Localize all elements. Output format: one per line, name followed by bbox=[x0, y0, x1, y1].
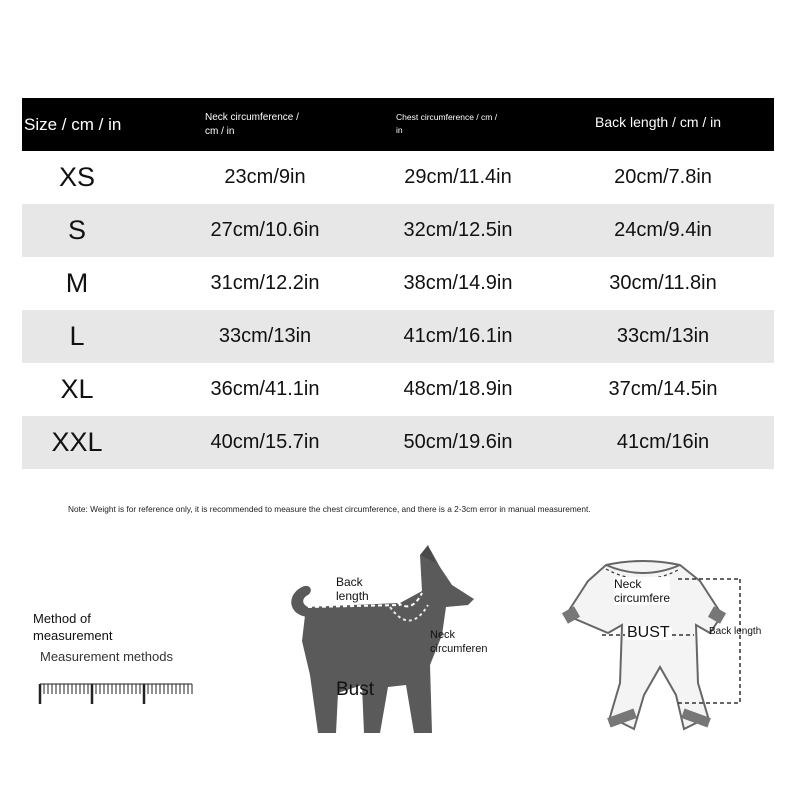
table-row bbox=[22, 204, 774, 257]
size-cell: S bbox=[67, 215, 86, 245]
dog-neck-label bbox=[430, 628, 487, 656]
header-size: Size / cm / in bbox=[24, 115, 122, 134]
header-chest-line2: in bbox=[396, 125, 403, 135]
neck-cell: 36cm/41.1in bbox=[210, 378, 320, 400]
dog-neck-line1: Neck bbox=[430, 629, 456, 641]
shirt-neck-label bbox=[614, 577, 670, 605]
neck-cell: 31cm/12.2in bbox=[210, 272, 320, 294]
back-cell: 20cm/7.8in bbox=[614, 166, 712, 188]
method-title bbox=[33, 610, 112, 644]
ruler-icon bbox=[36, 672, 196, 706]
method-title-line1: Method of bbox=[33, 611, 91, 626]
header-neck-line2: cm / in bbox=[205, 126, 235, 137]
header-chest-line1: Chest circumference / cm / bbox=[396, 112, 498, 122]
table-header bbox=[22, 98, 774, 151]
back-cell: 41cm/16in bbox=[616, 431, 710, 453]
shirt-neck-line1: Neck bbox=[614, 577, 642, 591]
neck-cell: 27cm/10.6in bbox=[210, 219, 320, 241]
size-cell: M bbox=[65, 268, 89, 298]
dog-back-length-label bbox=[336, 575, 369, 603]
neck-cell: 40cm/15.7in bbox=[210, 431, 320, 453]
chest-cell: 41cm/16.1in bbox=[403, 325, 513, 347]
chest-cell: 29cm/11.4in bbox=[404, 166, 512, 188]
back-cell: 30cm/11.8in bbox=[609, 272, 717, 294]
neck-cell: 33cm/13in bbox=[218, 325, 312, 347]
size-cell: L bbox=[69, 321, 85, 351]
size-cell: XS bbox=[58, 162, 96, 192]
dog-bust-label: Bust bbox=[336, 679, 375, 700]
header-neck-line1: Neck circumference / bbox=[205, 112, 299, 123]
shirt-bust-label: BUST bbox=[627, 624, 670, 641]
size-table bbox=[22, 98, 774, 469]
measurement-note: Note: Weight is for reference only, it is recommended to measure the chest circumference, and there is a 2-3cm error in manual measurement. bbox=[68, 504, 591, 514]
chest-cell: 48cm/18.9in bbox=[403, 378, 513, 400]
dog-back-line1: Back bbox=[336, 575, 363, 589]
header-neck bbox=[205, 111, 327, 139]
back-cell: 24cm/9.4in bbox=[614, 219, 712, 241]
back-cell: 37cm/14.5in bbox=[608, 378, 718, 400]
size-cell: XL bbox=[60, 374, 94, 404]
neck-cell: 23cm/9in bbox=[224, 166, 306, 188]
method-subtitle: Measurement methods bbox=[40, 649, 173, 664]
shirt-back-length-label: Back length bbox=[709, 626, 762, 637]
table-row bbox=[22, 310, 774, 363]
dog-back-line2: length bbox=[336, 589, 369, 603]
method-title-line2: measurement bbox=[33, 628, 113, 643]
chest-cell: 50cm/19.6in bbox=[403, 431, 513, 453]
table-row bbox=[22, 363, 774, 416]
header-chest bbox=[396, 111, 532, 137]
chest-cell: 32cm/12.5in bbox=[403, 219, 513, 241]
header-back: Back length / cm / in bbox=[595, 114, 722, 130]
dog-neck-line2: circumferen bbox=[430, 643, 488, 655]
table-row bbox=[22, 416, 774, 469]
size-cell: XXL bbox=[51, 427, 103, 457]
chest-cell: 38cm/14.9in bbox=[403, 272, 513, 294]
table-row bbox=[22, 151, 774, 204]
shirt-neck-line2: circumfere bbox=[614, 591, 671, 605]
table-row bbox=[22, 257, 774, 310]
back-cell: 33cm/13in bbox=[616, 325, 710, 347]
